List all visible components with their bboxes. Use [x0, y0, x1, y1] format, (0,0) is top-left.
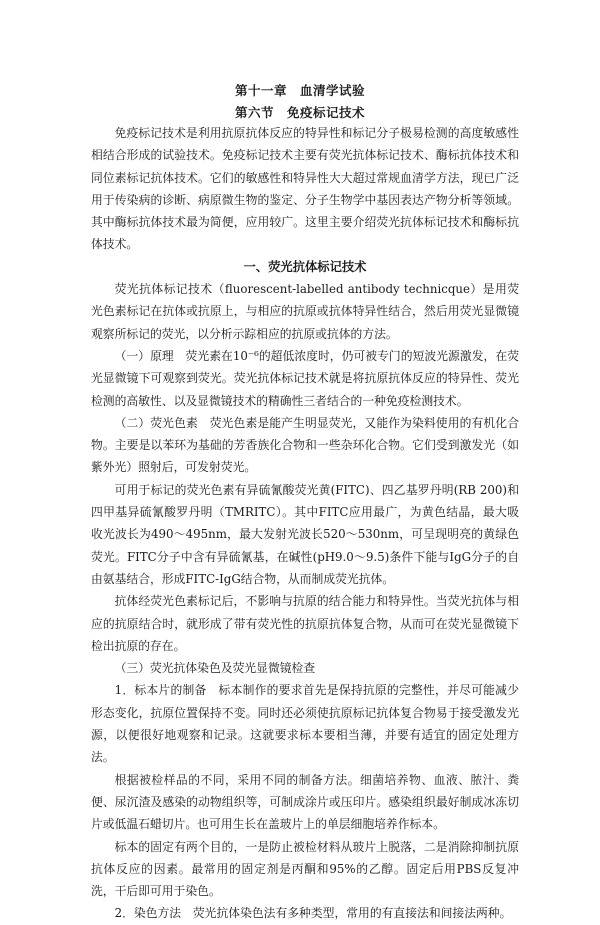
fluorescent-intro-paragraph: 荧光抗体标记技术（fluorescent-labelled antibody technicque）是用荧光色素标记在抗体或抗原上，与相应的抗原或抗体特异性结合，然后用荧光显微镜观察所标记的荧光，以分析示踪相应的抗原或抗体的方法。: [91, 282, 519, 341]
specimen-paragraph: 1．标本片的制备 标本制作的要求首先是保持抗原的完整性，并尽可能减少形态变化，抗原位置保持不变。同时还必须使抗原标记抗体复合物易于接受激发光源，以便很好地观察和记录。这就要求标本要相当薄，并要有适宜的固定处理方法。: [91, 683, 519, 765]
chapter-title: 第十一章 血清学试验: [234, 83, 365, 98]
dye-types-paragraph: 可用于标记的荧光色素有异硫氰酸荧光黄(FITC)、四乙基罗丹明(RB 200)和四甲基异硫氰酸罗丹明（TMRITC）。其中FITC应用最广，为黄色结晶，最大吸收光波长为490～495nm，最大发射光波长520～530nm，可呈现明亮的黄绿色荧光。FITC分子中含有异硫氰基，在碱性(pH9.0～9.5)条件下能与IgG分子的自由氨基结合，形成FITC-IgG结合物，从而制成荧光抗体。: [91, 482, 519, 586]
samples-paragraph: 根据被检样品的不同，采用不同的制备方法。细菌培养物、血液、脓汁、粪便、尿沉渣及感染的动物组织等，可制成涂片或压印片。感染组织最好制成冰冻切片或低温石蜡切片。也可用生长在盖玻片上的单层细胞培养作标本。: [91, 772, 519, 832]
intro-paragraph: 免疫标记技术是利用抗原抗体反应的特异性和标记分子极易检测的高度敏感性相结合形成的试验技术。免疫标记技术主要有荧光抗体标记技术、酶标抗体技术和同位素标记抗体技术。它们的敏感性和特异性大大超过常规血清学方法，现已广泛用于传染病的诊断、病原微生物的鉴定、分子生物学中基因表达产物分析等领域。其中酶标抗体技术最为简便，应用较广。这里主要介绍荧光抗体标记技术和酶标抗体技术。: [91, 126, 519, 252]
staining-paragraph: 2．染色方法 荧光抗体染色法有多种类型，常用的有直接法和间接法两种。: [114, 906, 512, 921]
heading-staining-and-microscopy: （三）荧光抗体染色及荧光显微镜检查: [114, 661, 316, 676]
document-body: [91, 122, 519, 925]
section-title: 第六节 免疫标记技术: [234, 105, 365, 120]
fixation-paragraph: 标本的固定有两个目的，一是防止被检材料从玻片上脱落，二是消除抑制抗原抗体反应的因素。最常用的固定剂是丙酮和95%的乙醇。固定后用PBS反复冲洗，干后即可用于染色。: [91, 839, 519, 899]
heading-fluorescent-antibody: 一、荧光抗体标记技术: [243, 258, 367, 274]
dye-paragraph: （二）荧光色素 荧光色素是能产生明显荧光，又能作为染料使用的有机化合物。主要是以苯环为基础的芳香族化合物和一些杂环化合物。它们受到激发光（如紫外光）照射后，可发射荧光。: [91, 415, 519, 475]
dye-effect-paragraph: 抗体经荧光色素标记后，不影响与抗原的结合能力和特异性。当荧光抗体与相应的抗原结合时，就形成了带有荧光性的抗原抗体复合物，从而可在荧光显微镜下检出抗原的存在。: [91, 594, 519, 653]
principle-paragraph: （一）原理 荧光素在10⁻⁶的超低浓度时，仍可被专门的短波光源激发，在荧光显微镜下可观察到荧光。荧光抗体标记技术就是将抗原抗体反应的特异性、荧光检测的高敏性、以及显微镜技术的精确性三者结合的一种免疫检测技术。: [91, 348, 519, 408]
